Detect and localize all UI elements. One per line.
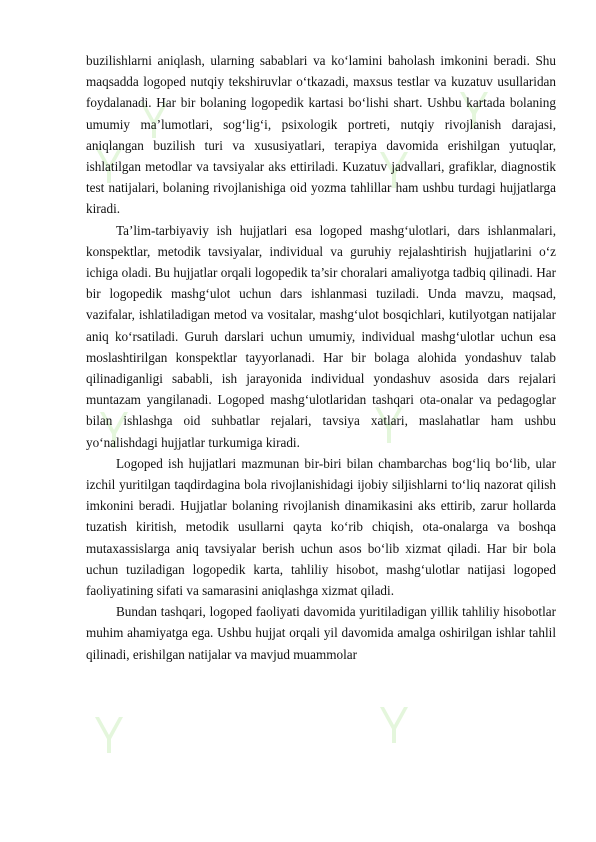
paragraph-2: Ta’lim-tarbiyaviy ish hujjatlari esa logoped mashg‘ulotlari, dars ishlanmalari, konspektlar, metodik tavsiyalar, individual va guruhiy rejalashtirish hujjatlarini o‘z ichiga oladi. Bu hujjatlar orqali logopedik ta’sir choralari amaliyotga tadbiq qilinadi. Har bir logopedik mashg‘ulot uchun dars ishlanmasi tuziladi. Unda mavzu, maqsad, vazifalar, ishlatiladigan metod va vositalar, mashg‘ulot bosqichlari, kutilyotgan natijalar aniq ko‘rsatiladi. Guruh darslari uchun umumiy, individual mashg‘ulotlar uchun esa moslashtirilgan konspektlar tayyorlanadi. Har bir bolaga alohida yondashuv talab qilinadiganligi sababli, ish jarayonida individual yondashuv asosida dars rejalari muntazam yangilanadi. Logoped mashg‘ulotlaridan tashqari ota-onalar va pedagoglar bilan ishlashga oid suhbatlar rejalari, tavsiya xatlari, maslahatlar ham ushbu yo‘nalishdagi hujjatlar turkumiga kiradi. bbox=[86, 222, 556, 450]
paragraph-3: Logoped ish hujjatlari mazmunan bir-biri bilan chambarchas bog‘liq bo‘lib, ular izchil yuritilgan taqdirdagina bola rivojlanishidagi ijobiy siljishlarni to‘liq nazorat qilish imkonini beradi. Hujjatlar bolaning rivojlanish dinamikasini aks ettirib, zarur hollarda tuzatish kiritish, metodik usullarni qayta ko‘rib chiqish, ota-onalarga va boshqa mutaxassislarga aniq tavsiyalar berish uchun asos bo‘lib xizmat qiladi. Har bir bola uchun tuziladigan logopedik karta, tahliliy hisobot, mashg‘ulotlar natijasi logoped faoliyatining sifati va samarasini aniqlashga xizmat qiladi. bbox=[86, 455, 556, 599]
watermark-logo-8 bbox=[380, 705, 408, 745]
body-text bbox=[86, 50, 556, 665]
paragraph-1: buzilishlarni aniqlash, ularning sabablari va ko‘lamini baholash imkonini beradi. Shu maqsadda logoped nutqiy tekshiruvlar o‘tkazadi, maxsus testlar va kuzatuv usullaridan foydalanadi. Har bir bolaning logopedik kartasi bo‘lishi shart. Ushbu kartada bolaning umumiy ma’lumotlari, sog‘lig‘i, psixologik portreti, nutqiy rivojlanish darajasi, aniqlangan buzilish turi va xususiyatlari, terapiya davomida erishilgan yutuqlar, ishlatilgan metodlar va tavsiyalar aks ettiriladi. Kuzatuv jadvallari, grafiklar, diagnostik test natijalari, bolaning rivojlanishiga oid yozma tahlillar ham ushbu turdagi hujjatlarga kiradi. bbox=[86, 53, 556, 217]
paragraph-4: Bundan tashqari, logoped faoliyati davomida yuritiladigan yillik tahliliy hisobotlar muhim ahamiyatga ega. Ushbu hujjat orqali yil davomida amalga oshirilgan ishlar tahlil qilinadi, erishilgan natijalar va mavjud muammolar bbox=[86, 604, 556, 662]
watermark-logo-7 bbox=[95, 715, 123, 755]
